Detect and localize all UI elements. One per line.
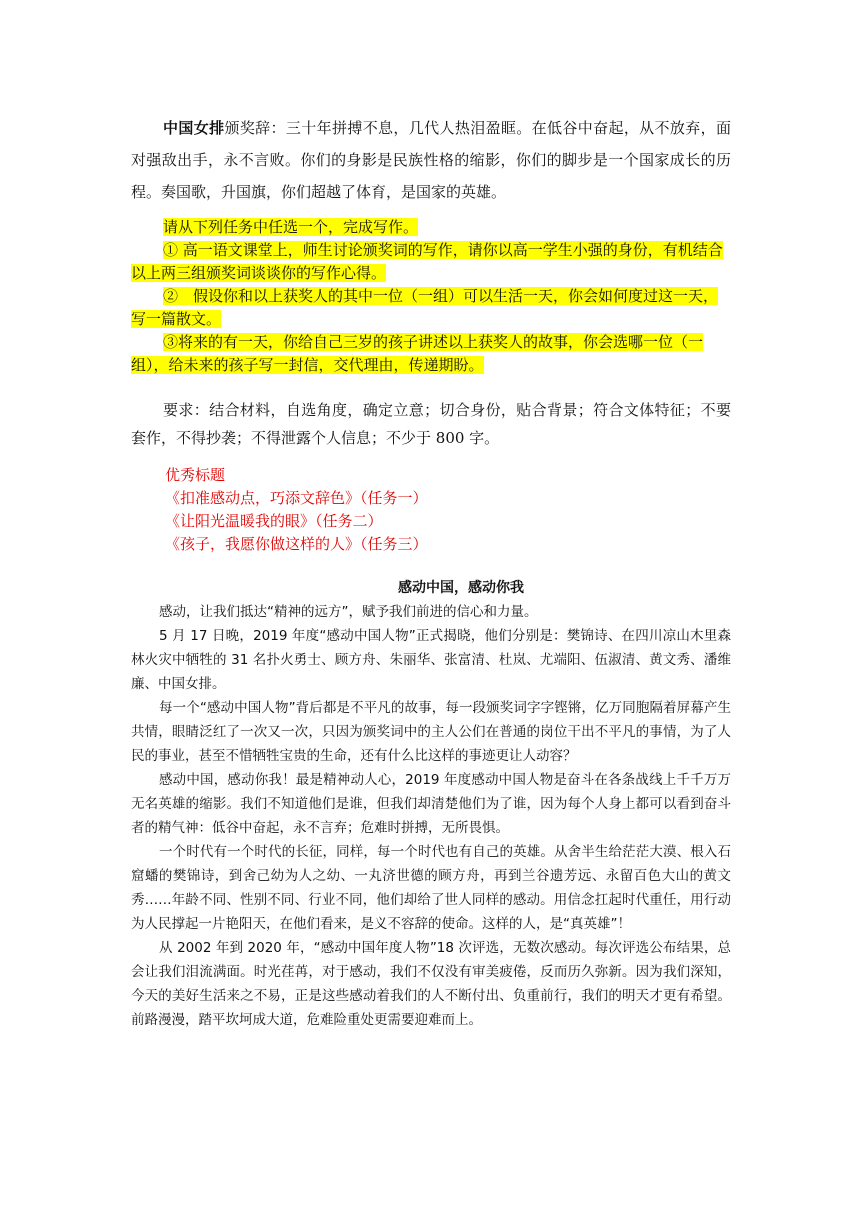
task-1-line xyxy=(131,239,731,285)
essay-paragraph-2: 5 月 17 日晚，2019 年度“感动中国人物”正式揭晓，他们分别是：樊锦诗、在四川凉山木里森林火灾中牺牲的 31 名扑火勇士、顾方舟、朱丽华、张富清、杜岚、尤端阳、伍淑清、黄文秀、潘维廉、中国女排。 xyxy=(131,628,731,692)
excellent-title-3: 《孩子，我愿你做这样的人》（任务三） xyxy=(165,535,428,553)
task-2: ② 假设你和以上获奖人的其中一位（一组）可以生活一天，你会如何度过这一天，写一篇散文。 xyxy=(131,287,719,328)
excellent-heading: 优秀标题 xyxy=(165,466,226,484)
task-2-line xyxy=(131,285,731,331)
essay xyxy=(131,576,731,1032)
task-1: ① 高一语文课堂上，师生讨论颁奖词的写作，请你以高一学生小强的身份，有机结合以上两三组颁奖词谈谈你的写作心得。 xyxy=(131,241,723,282)
excellent-titles xyxy=(131,464,731,556)
essay-paragraph-3: 每一个“感动中国人物”背后都是不平凡的故事，每一段颁奖词字字铿锵，亿万同胞隔着屏幕产生共情，眼睛泛红了一次又一次，只因为颁奖词中的主人公们在普通的岗位干出不平凡的事情，为了人民的事业，甚至不惜牺牲宝贵的生命，还有什么比这样的事迹更让人动容？ xyxy=(131,700,731,764)
task-intro: 请从下列任务中任选一个，完成写作。 xyxy=(163,218,419,236)
requirements-text: 要求：结合材料，自选角度，确定立意；切合身份，贴合背景；符合文体特征；不要套作，不得抄袭；不得泄露个人信息；不少于 800 字。 xyxy=(131,401,731,447)
writing-tasks xyxy=(131,216,731,377)
award-text: 颁奖辞：三十年拼搏不息，几代人热泪盈眶。在低谷中奋起，从不放弃，面对强敌出手，永不言败。你们的身影是民族性格的缩影，你们的脚步是一个国家成长的历程。奏国歌，升国旗，你们超越了体育，是国家的英雄。 xyxy=(131,119,731,201)
award-speech xyxy=(131,112,731,208)
essay-paragraph-5: 一个时代有一个时代的长征，同样，每一个时代也有自己的英雄。从舍半生给茫茫大漠、根入石窟蟠的樊锦诗，到舍己幼为人之幼、一丸济世德的顾方舟，再到兰谷遗芳远、永留百色大山的黄文秀……年龄不同、性别不同、行业不同，他们却给了世人同样的感动。用信念扛起时代重任，用行动为人民撑起一片艳阳天，在他们看来，是义不容辞的使命。这样的人，是“真英雄”！ xyxy=(131,844,731,932)
award-paragraph xyxy=(131,112,731,208)
excellent-title-1: 《扣准感动点，巧添文辞色》（任务一） xyxy=(165,489,428,507)
task-3-line xyxy=(131,331,731,377)
excellent-title-2: 《让阳光温暖我的眼》（任务二） xyxy=(165,512,383,530)
essay-title: 感动中国，感动你我 xyxy=(398,580,524,596)
task-intro-line xyxy=(131,216,731,239)
task-3: ③将来的有一天，你给自己三岁的孩子讲述以上获奖人的故事，你会选哪一位（一组），给未来的孩子写一封信，交代理由，传递期盼。 xyxy=(131,333,704,374)
essay-paragraph-1: 感动，让我们抵达“精神的远方”，赋予我们前进的信心和力量。 xyxy=(159,604,538,620)
award-recipient: 中国女排 xyxy=(163,119,225,137)
essay-paragraph-4: 感动中国，感动你我！最是精神动人心，2019 年度感动中国人物是奋斗在各条战线上千千万万无名英雄的缩影。我们不知道他们是谁，但我们却清楚他们为了谁，因为每个人身上都可以看到奋斗者的精气神：低谷中奋起，永不言弃；危难时拼搏，无所畏惧。 xyxy=(131,772,731,836)
requirements xyxy=(131,396,731,452)
essay-paragraph-6: 从 2002 年到 2020 年，“感动中国年度人物”18 次评选，无数次感动。每次评选公布结果，总会让我们泪流满面。时光荏苒，对于感动，我们不仅没有审美疲倦，反而历久弥新。因为我们深知，今天的美好生活来之不易，正是这些感动着我们的人不断付出、负重前行，我们的明天才更有希望。前路漫漫，踏平坎坷成大道，危难险重处更需要迎难而上。 xyxy=(131,940,731,1028)
